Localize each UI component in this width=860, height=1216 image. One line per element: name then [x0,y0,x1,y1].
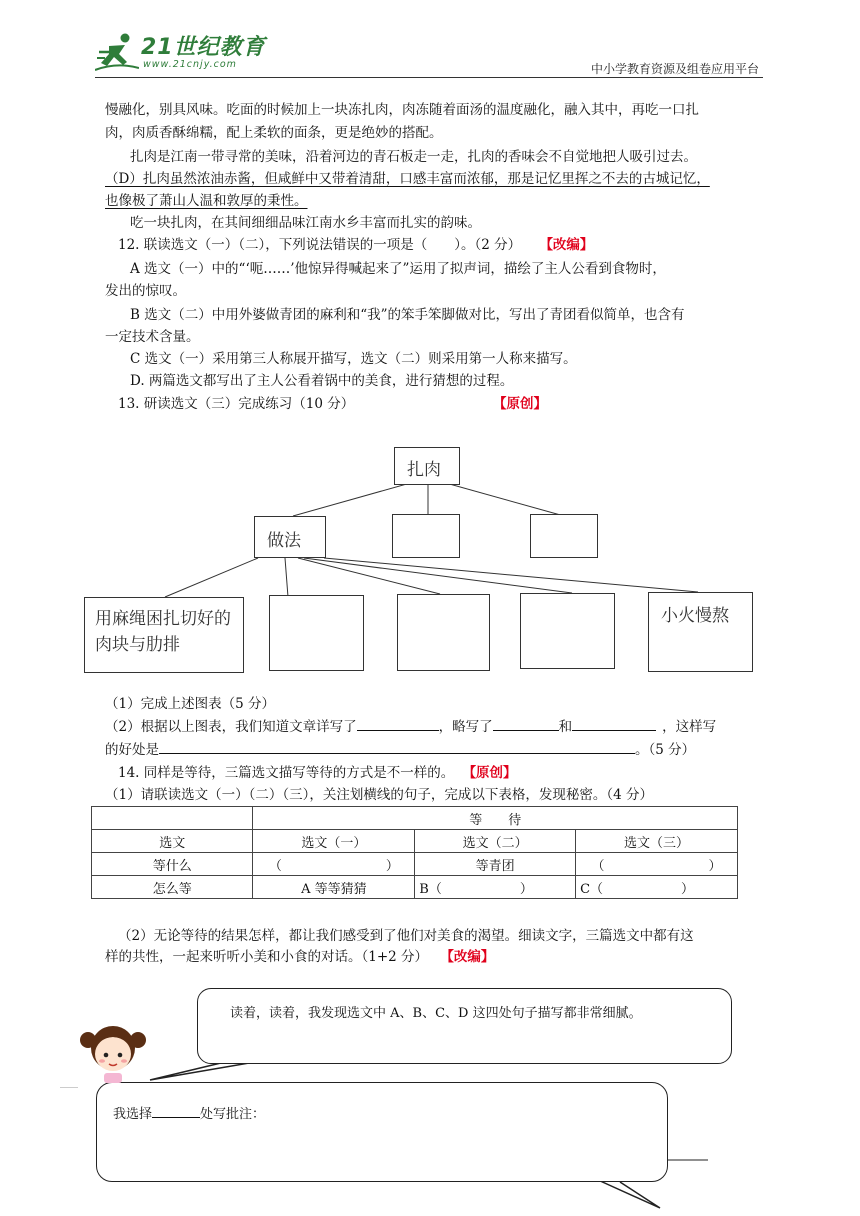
speech-bubble-2[interactable] [96,1082,668,1182]
answer-blank[interactable] [572,717,656,731]
q13-sub2-cont [105,739,763,761]
q14-sub2-cont [105,946,763,968]
q13-stem [118,393,776,415]
passage-underlined-line: （D）扎肉虽然浓油赤酱，但咸鲜中又带着清甜，口感丰富而浓郁，那是记忆里挥之不去的古城记忆， [105,171,710,187]
q12-stem-text: 12. 联读选文（一）（二），下列说法错误的一项是（ ）。（2 分） [118,237,522,253]
diagram-root-box [394,447,460,485]
diagram-method-box [254,516,326,558]
q12-option-a-cont: 发出的惊叹。 [105,283,186,299]
diagram-step-label: 用麻绳困扎切好的肉块与肋排 [95,609,231,655]
divider-mark [60,1087,78,1088]
table-cell: 等青团 [415,853,576,876]
runner-logo-icon [95,32,139,72]
passage-line: 扎肉是江南一带寻常的美味，沿着河边的青石板走一走，扎肉的香味会不自觉地把人吸引过去。 [130,149,697,165]
q13-tag: 【原创】 [493,396,547,412]
answer-blank[interactable] [357,717,439,731]
diagram-root-label: 扎肉 [407,460,441,480]
passage-underlined-line: 也像极了萧山人温和敦厚的秉性。 [105,193,308,209]
logo-text: 21世纪教育 [141,35,266,60]
q12-option-d: D. 两篇选文都写出了主人公看着锅中的美食，进行猜想的过程。 [130,373,514,389]
table-col-header: 选文（三） [576,830,738,853]
table-row-header: 怎么等 [92,876,253,899]
waiting-table [91,806,738,899]
diagram-step-label: 小火慢熬 [661,606,729,626]
table-answer-cell[interactable]: B（ ） [415,876,576,899]
passage-line: 肉，肉质香酥绵糯，配上柔软的面条，更是绝妙的搭配。 [105,125,443,141]
q14-tag: 【原创】 [462,765,517,781]
bubble-1-text: 读着，读着，我发现选文中 A、B、C、D 这四处句子描写都非常细腻。 [230,1006,642,1021]
table-cell: A 等等猜猜 [253,876,415,899]
table-row [92,853,738,876]
q12-stem [118,234,776,256]
diagram-blank-box[interactable] [269,595,364,671]
q14-sub2-tag: 【改编】 [440,949,495,965]
table-answer-cell[interactable]: （ ） [576,853,738,876]
q13-sub2-text: ，略写了 [438,719,493,735]
diagram-blank-box[interactable] [397,594,490,671]
page-header [95,30,763,78]
table-row [92,876,738,899]
q13-sub2-text: 和 [558,719,573,735]
table-answer-cell[interactable]: （ ） [253,853,415,876]
table-group-header: 等 待 [253,807,738,830]
q13-sub2-text: ，这样写 [662,719,717,735]
table-col-header: 选文（二） [415,830,576,853]
q12-option-b: B 选文（二）中用外婆做青团的麻利和“我”的笨手笨脚做对比，写出了青团看似简单，也含有 [130,307,685,323]
q13-sub1: （1）完成上述图表（5 分） [105,696,275,712]
platform-name: 中小学教育资源及组卷应用平台 [590,62,759,76]
answer-blank[interactable] [159,740,635,754]
bubble-2-label: 处写批注： [200,1107,266,1122]
table-answer-cell[interactable]: C（ ） [576,876,738,899]
q12-tag: 【改编】 [539,237,594,253]
diagram-blank-box[interactable] [520,593,615,669]
q12-option-c: C 选文（一）采用第三人称展开描写，选文（二）则采用第一人称来描写。 [130,351,577,367]
diagram-method-label: 做法 [267,531,301,551]
answer-blank[interactable] [493,717,559,731]
girl-character-icon [78,1018,148,1088]
tree-diagram [80,440,780,680]
table-row [92,807,738,830]
q13-sub2-text: 的好处是 [105,742,159,758]
passage-line: 吃一块扎肉，在其间细细品味江南水乡丰富而扎实的韵味。 [130,215,481,231]
header-divider [95,77,763,78]
diagram-step-box [84,597,244,673]
table-row [92,830,738,853]
q14-sub2: （2）无论等待的结果怎样，都让我们感受到了他们对美食的渴望。细读文字，三篇选文中都有这 [118,928,694,944]
q14-sub1: （1）请联读选文（一）（二）（三），关注划横线的句子，完成以下表格，发现秘密。（4 分） [105,787,653,803]
speech-bubble-1 [197,988,732,1064]
table-row-header: 等什么 [92,853,253,876]
diagram-blank-box[interactable] [392,514,460,558]
q14-stem [118,762,776,784]
q13-sub2 [105,716,763,738]
table-col-header: 选文（一） [253,830,415,853]
bubble-2-label: 我选择 [113,1107,153,1122]
q12-option-a: A 选文（一）中的“‘呃……’他惊异得喊起来了”运用了拟声词，描绘了主人公看到食物时， [130,261,666,277]
q13-sub2-text: 。（5 分） [635,742,696,758]
q13-sub2-text: （2）根据以上图表，我们知道文章详写了 [105,719,357,735]
answer-blank[interactable] [152,1104,200,1118]
diagram-step-box [648,592,753,672]
q12-option-b-cont: 一定技术含量。 [105,329,200,345]
logo-url: www.21cnjy.com [143,59,237,70]
q13-stem-text: 13. 研读选文（三）完成练习（10 分） [118,396,355,412]
bubble-2-text [113,1103,265,1122]
q14-stem-text: 14. 同样是等待，三篇选文描写等待的方式是不一样的。 [118,765,455,781]
passage-line: 慢融化，别具风味。吃面的时候加上一块冻扎肉，肉冻随着面汤的温度融化，融入其中，再吃一口扎 [105,102,699,118]
table-row-header: 选文 [92,830,253,853]
q14-sub2-text: 样的共性，一起来听听小美和小食的对话。（1+2 分） [105,949,429,965]
diagram-blank-box[interactable] [530,514,598,558]
table-cell [92,807,253,830]
